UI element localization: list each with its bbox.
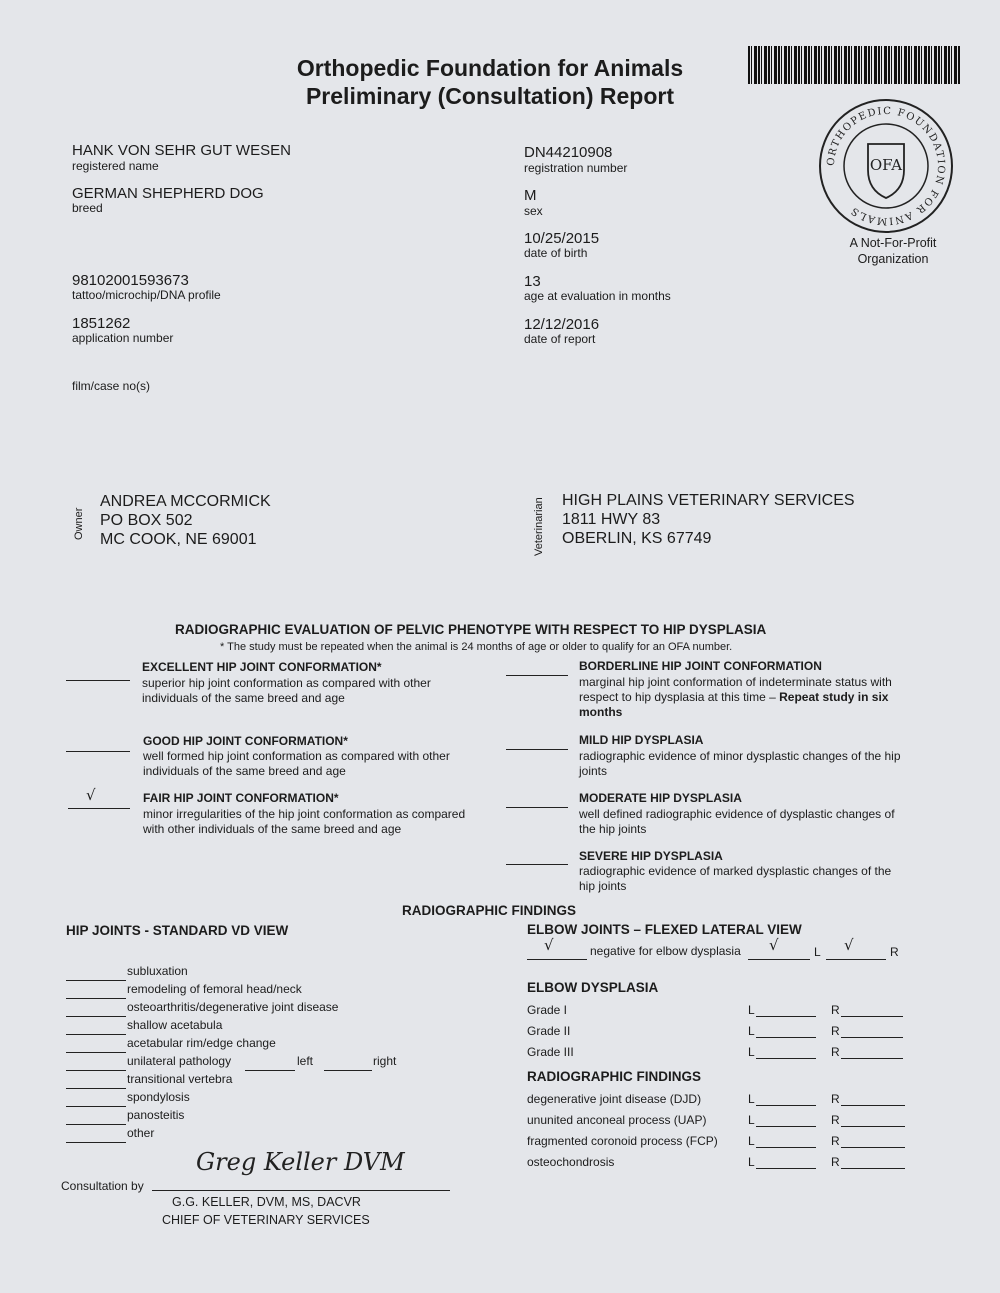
rad-uap-L: L [748, 1113, 755, 1127]
mild-desc2: joints [579, 764, 608, 778]
consultation-by-label: Consultation by [61, 1179, 144, 1193]
vet-name: HIGH PLAINS VETERINARY SERVICES [562, 492, 855, 509]
fair-title: FAIR HIP JOINT CONFORMATION* [143, 791, 339, 805]
grade-2-R: R [831, 1024, 840, 1038]
application-number: 1851262 [72, 315, 131, 332]
seal-ring-text: ORTHOPEDIC FOUNDATION FOR ANIMALS [825, 105, 947, 227]
rad-djd-R-line [841, 1089, 905, 1106]
hip-line-3 [66, 1000, 126, 1017]
rad-djd-R: R [831, 1092, 840, 1106]
fair-check-mark: √ [86, 786, 96, 804]
hip-line-1 [66, 964, 126, 981]
elbow-negative-line [527, 943, 587, 960]
microchip: 98102001593673 [72, 272, 189, 289]
registered-name: HANK VON SEHR GUT WESEN [72, 142, 291, 159]
grade-1-L: L [748, 1003, 755, 1017]
moderate-title: MODERATE HIP DYSPLASIA [579, 791, 742, 805]
application-number-label: application number [72, 331, 174, 345]
report-title-line2: Preliminary (Consultation) Report [305, 83, 675, 109]
grade-1-R: R [831, 1003, 840, 1017]
fair-desc1: minor irregularities of the hip joint conformation as compared [143, 807, 466, 821]
grade-3-R-line [841, 1042, 903, 1059]
elbow-L-label: L [814, 945, 821, 959]
veterinarian-label: Veterinarian [533, 497, 545, 556]
evaluation-note: * The study must be repeated when the animal is 24 months of age or older to qualify for an OFA number. [220, 641, 733, 653]
hip-item-panosteitis: panosteitis [127, 1108, 185, 1122]
mild-desc1: radiographic evidence of minor dysplastic changes of the hip [579, 749, 901, 763]
rad-fcp-L: L [748, 1134, 755, 1148]
severe-desc1: radiographic evidence of marked dysplastic changes of the [579, 864, 892, 878]
good-desc1: well formed hip joint conformation as compared with other [143, 749, 450, 763]
rad-findings-heading: RADIOGRAPHIC FINDINGS [527, 1069, 702, 1084]
grade-2-R-line [841, 1021, 903, 1038]
unilateral-left-line [245, 1054, 295, 1071]
seal-center-text: OFA [869, 156, 903, 174]
breed-label: breed [72, 201, 103, 215]
signer-title: CHIEF OF VETERINARY SERVICES [162, 1213, 370, 1227]
handwritten-signature: Greg Keller DVM [196, 1148, 405, 1176]
good-desc2: individuals of the same breed and age [143, 764, 346, 778]
breed: GERMAN SHEPHERD DOG [72, 185, 264, 202]
age-at-evaluation: 13 [524, 273, 541, 290]
hip-line-4 [66, 1018, 126, 1035]
vet-address1: 1811 HWY 83 [562, 511, 661, 528]
rad-item-uap: ununited anconeal process (UAP) [527, 1113, 707, 1127]
grade-3-label: Grade III [527, 1045, 574, 1059]
grade-1-R-line [841, 1000, 903, 1017]
elbow-dysplasia-heading: ELBOW DYSPLASIA [527, 980, 659, 995]
grade-3-L: L [748, 1045, 755, 1059]
borderline-desc3: months [579, 705, 623, 719]
registration-number: DN44210908 [524, 144, 613, 161]
rad-item-fcp: fragmented coronoid process (FCP) [527, 1134, 718, 1148]
sex: M [524, 187, 537, 204]
excellent-desc2: individuals of the same breed and age [142, 691, 345, 705]
excellent-desc1: superior hip joint conformation as compared with other [142, 676, 431, 690]
vet-address2: OBERLIN, KS 67749 [562, 530, 712, 547]
borderline-title: BORDERLINE HIP JOINT CONFORMATION [579, 659, 822, 673]
elbow-left-check: √ [769, 936, 779, 954]
severe-title: SEVERE HIP DYSPLASIA [579, 849, 723, 863]
excellent-check-line [66, 664, 130, 681]
grade-3-L-line [756, 1042, 816, 1059]
mild-title: MILD HIP DYSPLASIA [579, 733, 704, 747]
date-of-birth: 10/25/2015 [524, 230, 600, 247]
rad-uap-L-line [756, 1110, 816, 1127]
rad-fcp-R-line [841, 1131, 905, 1148]
borderline-desc2: respect to hip dysplasia at this time – [579, 690, 780, 704]
signer-name: G.G. KELLER, DVM, MS, DACVR [172, 1195, 361, 1209]
fair-check-line [68, 792, 130, 809]
moderate-desc2: the hip joints [579, 822, 647, 836]
excellent-title: EXCELLENT HIP JOINT CONFORMATION* [142, 660, 382, 674]
hip-item-rim-edge: acetabular rim/edge change [127, 1036, 276, 1050]
date-of-birth-label: date of birth [524, 246, 588, 260]
borderline-desc1: marginal hip joint conformation of indeterminate status with [579, 675, 892, 689]
microchip-label: tattoo/microchip/DNA profile [72, 288, 221, 302]
findings-heading: RADIOGRAPHIC FINDINGS [402, 903, 577, 918]
rad-fcp-R: R [831, 1134, 840, 1148]
rad-uap-R: R [831, 1113, 840, 1127]
ofa-seal-logo [818, 98, 954, 234]
org-line1: A Not-For-Profit [849, 236, 937, 250]
hip-item-shallow-acetabula: shallow acetabula [127, 1018, 223, 1032]
report-title-line1: Orthopedic Foundation for Animals [296, 55, 684, 81]
hip-item-osteoarthritis: osteoarthritis/degenerative joint disease [127, 1000, 339, 1014]
unilateral-right-line [324, 1054, 372, 1071]
moderate-check-line [506, 791, 568, 808]
owner-label: Owner [73, 507, 85, 540]
hip-line-6 [66, 1054, 126, 1071]
rad-fcp-L-line [756, 1131, 816, 1148]
hip-joints-heading: HIP JOINTS - STANDARD VD VIEW [66, 923, 289, 938]
rad-oc-R: R [831, 1155, 840, 1169]
hip-line-7 [66, 1072, 126, 1089]
grade-2-label: Grade II [527, 1024, 571, 1038]
mild-check-line [506, 733, 568, 750]
film-case-label: film/case no(s) [72, 379, 151, 393]
elbow-negative-label: negative for elbow dysplasia [590, 944, 741, 958]
report-date-label: date of report [524, 332, 596, 346]
borderline-check-line [506, 659, 568, 676]
rad-oc-L: L [748, 1155, 755, 1169]
owner-name: ANDREA MCCORMICK [100, 493, 271, 510]
moderate-desc1: well defined radiographic evidence of dysplastic changes of [579, 807, 895, 821]
grade-1-label: Grade I [527, 1003, 568, 1017]
hip-line-9 [66, 1108, 126, 1125]
unilateral-right-label: right [373, 1054, 397, 1068]
elbow-negative-check: √ [544, 936, 554, 954]
owner-address1: PO BOX 502 [100, 512, 193, 529]
unilateral-left-label: left [297, 1054, 314, 1068]
hip-line-10 [66, 1126, 126, 1143]
elbow-right-check: √ [844, 936, 854, 954]
hip-item-transitional: transitional vertebra [127, 1072, 233, 1086]
severe-check-line [506, 848, 568, 865]
hip-item-spondylosis: spondylosis [127, 1090, 190, 1104]
good-title: GOOD HIP JOINT CONFORMATION* [143, 734, 348, 748]
elbow-heading: ELBOW JOINTS – FLEXED LATERAL VIEW [527, 922, 802, 937]
hip-line-8 [66, 1090, 126, 1107]
rad-djd-L: L [748, 1092, 755, 1106]
hip-line-5 [66, 1036, 126, 1053]
registration-number-label: registration number [524, 161, 628, 175]
rad-djd-L-line [756, 1089, 816, 1106]
evaluation-heading: RADIOGRAPHIC EVALUATION OF PELVIC PHENOTYPE WITH RESPECT TO HIP DYSPLASIA [175, 622, 767, 637]
report-date: 12/12/2016 [524, 316, 600, 333]
hip-line-2 [66, 982, 126, 999]
rad-item-osteochondrosis: osteochondrosis [527, 1155, 615, 1169]
hip-item-unilateral: unilateral pathology [127, 1054, 232, 1068]
age-label: age at evaluation in months [524, 289, 671, 303]
severe-desc2: hip joints [579, 879, 627, 893]
owner-address2: MC COOK, NE 69001 [100, 531, 257, 548]
registered-name-label: registered name [72, 159, 159, 173]
hip-item-remodeling: remodeling of femoral head/neck [127, 982, 302, 996]
org-line2: Organization [857, 252, 929, 266]
sex-label: sex [524, 204, 543, 218]
grade-3-R: R [831, 1045, 840, 1059]
good-check-line [66, 735, 130, 752]
rad-oc-R-line [841, 1152, 905, 1169]
hip-item-subluxation: subluxation [127, 964, 188, 978]
barcode [748, 46, 960, 84]
hip-item-other: other [127, 1126, 155, 1140]
rad-oc-L-line [756, 1152, 816, 1169]
rad-uap-R-line [841, 1110, 905, 1127]
grade-2-L-line [756, 1021, 816, 1038]
grade-1-L-line [756, 1000, 816, 1017]
signature-line [152, 1190, 450, 1191]
elbow-left-line [748, 943, 810, 960]
elbow-right-line [826, 943, 886, 960]
borderline-desc2-bold: Repeat study in six [779, 690, 889, 704]
rad-item-djd: degenerative joint disease (DJD) [527, 1092, 702, 1106]
elbow-R-label: R [890, 945, 899, 959]
fair-desc2: with other individuals of the same breed and age [143, 822, 402, 836]
grade-2-L: L [748, 1024, 755, 1038]
